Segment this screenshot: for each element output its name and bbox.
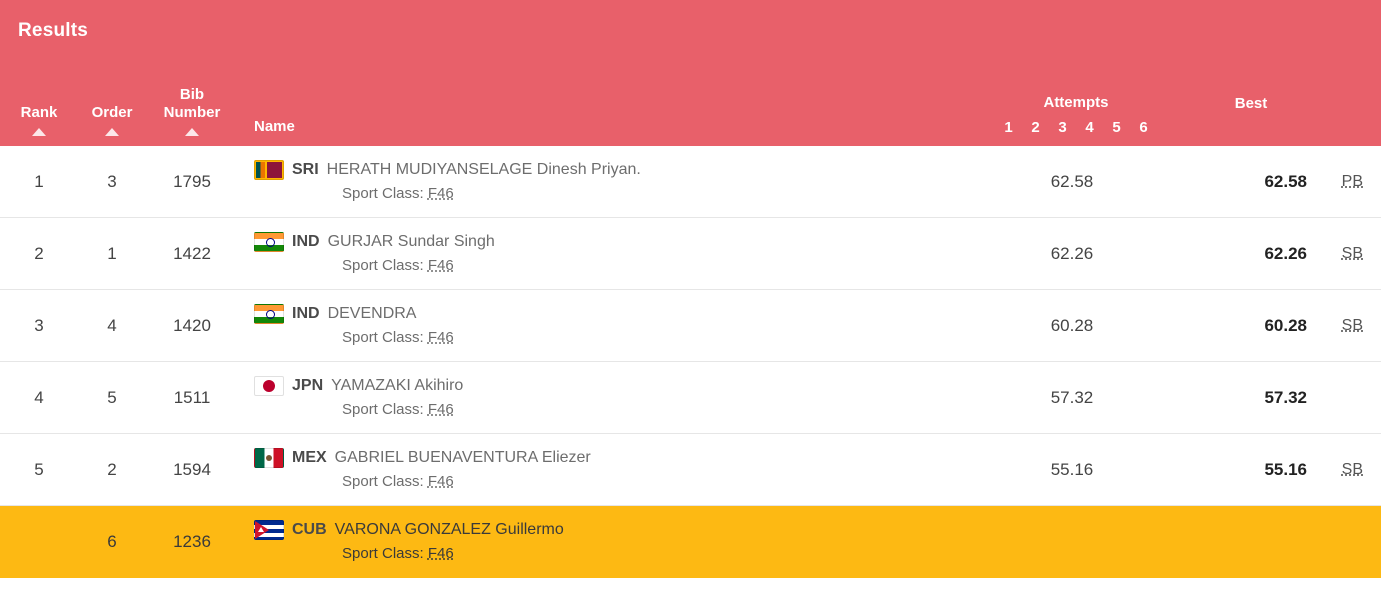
cell-attempts (957, 460, 1187, 480)
cell-attempts (957, 388, 1187, 408)
cell-best (1187, 172, 1311, 192)
noc-code: JPN (292, 376, 324, 394)
best-value: 60.28 (1264, 315, 1307, 335)
cell-bib-number: 1420 (173, 315, 211, 335)
india-flag (254, 232, 284, 252)
column-header-bib-line2: Number (163, 104, 221, 121)
athlete-name[interactable]: GABRIEL BUENAVENTURA Eliezer (334, 448, 591, 466)
column-header-rank-label: Rank (20, 104, 58, 121)
best-value: 55.16 (1264, 459, 1307, 479)
column-header-order[interactable] (78, 104, 146, 146)
attempt-number-2[interactable]: 2 (1031, 119, 1040, 136)
cuba-flag (254, 520, 284, 540)
table-row[interactable] (0, 506, 1381, 578)
sport-class-label: Sport Class: (342, 328, 424, 346)
attempt-1-value: 55.16 (1050, 459, 1094, 479)
record-badge[interactable]: SB (1341, 244, 1363, 262)
cell-rank: 5 (34, 459, 44, 479)
column-header-attempts (961, 94, 1191, 146)
best-value: 62.58 (1264, 171, 1307, 191)
athlete-name[interactable]: GURJAR Sundar Singh (327, 232, 495, 250)
athlete-name[interactable]: VARONA GONZALEZ Guillermo (334, 520, 564, 538)
table-row[interactable] (0, 362, 1381, 434)
sport-class-label: Sport Class: (342, 400, 424, 418)
table-row[interactable] (0, 290, 1381, 362)
athlete-name[interactable]: HERATH MUDIYANSELAGE Dinesh Priyan. (326, 160, 641, 178)
sport-class-line (254, 327, 957, 349)
record-badge[interactable]: SB (1341, 316, 1363, 334)
column-header-bib-number[interactable] (146, 86, 238, 146)
sport-class-value[interactable]: F46 (427, 184, 454, 202)
cell-name (238, 447, 957, 493)
cell-attempts (957, 316, 1187, 336)
noc-code: IND (292, 232, 320, 250)
sport-class-value[interactable]: F46 (427, 472, 454, 490)
noc-code: MEX (292, 448, 327, 466)
sort-ascending-icon[interactable] (32, 128, 46, 136)
column-header-bib-line1: Bib (179, 86, 205, 103)
column-header-record (1311, 136, 1363, 146)
table-row[interactable] (0, 434, 1381, 506)
attempt-number-3[interactable]: 3 (1058, 119, 1067, 136)
column-header-best-label: Best (1234, 95, 1268, 112)
athlete-line (254, 447, 957, 469)
cell-order: 5 (107, 387, 117, 407)
athlete-name[interactable]: YAMAZAKI Akihiro (331, 376, 464, 394)
column-header-attempts-label: Attempts (1043, 94, 1109, 111)
cell-best (1187, 244, 1311, 264)
column-header-rank[interactable] (0, 104, 78, 146)
cell-order: 2 (107, 459, 117, 479)
attempt-1-value: 57.32 (1050, 387, 1094, 407)
sport-class-line (254, 543, 957, 565)
best-value: 57.32 (1264, 387, 1307, 407)
cell-bib-number: 1795 (173, 171, 211, 191)
athlete-line (254, 303, 957, 325)
athlete-line (254, 519, 957, 541)
results-rows (0, 146, 1381, 578)
cell-name (238, 303, 957, 349)
cell-bib-number: 1236 (173, 531, 211, 551)
india-flag (254, 304, 284, 324)
sport-class-value[interactable]: F46 (427, 400, 454, 418)
table-row[interactable] (0, 146, 1381, 218)
cell-attempts (957, 244, 1187, 264)
japan-flag (254, 376, 284, 396)
cell-name (238, 375, 957, 421)
sort-ascending-icon[interactable] (105, 128, 119, 136)
athlete-line (254, 231, 957, 253)
cell-bib-number: 1511 (173, 387, 211, 407)
sport-class-value[interactable]: F46 (427, 328, 454, 346)
noc-code: SRI (292, 160, 319, 178)
sport-class-label: Sport Class: (342, 256, 424, 274)
sport-class-label: Sport Class: (342, 184, 424, 202)
cell-best (1187, 316, 1311, 336)
cell-order: 1 (107, 243, 117, 263)
record-badge[interactable]: SB (1341, 460, 1363, 478)
column-header-name-label: Name (254, 118, 295, 135)
mexico-flag (254, 448, 284, 468)
attempt-number-6[interactable]: 6 (1139, 119, 1148, 136)
cell-rank: 4 (34, 387, 44, 407)
sort-ascending-icon[interactable] (185, 128, 199, 136)
cell-rank: 2 (34, 243, 44, 263)
attempt-number-4[interactable]: 4 (1085, 119, 1094, 136)
sport-class-label: Sport Class: (342, 472, 424, 490)
noc-code: IND (292, 304, 320, 322)
cell-best (1187, 388, 1311, 408)
sport-class-line (254, 183, 957, 205)
cell-order: 3 (107, 171, 117, 191)
record-badge[interactable]: PB (1341, 172, 1363, 190)
athlete-line (254, 159, 957, 181)
cell-name (238, 231, 957, 277)
sport-class-line (254, 399, 957, 421)
cell-best (1187, 460, 1311, 480)
column-header-name[interactable] (238, 118, 961, 146)
noc-code: CUB (292, 520, 327, 538)
cell-bib-number: 1422 (173, 243, 211, 263)
attempt-1-value: 62.26 (1050, 243, 1094, 263)
athlete-line (254, 375, 957, 397)
sport-class-label: Sport Class: (342, 544, 424, 562)
cell-attempts (957, 172, 1187, 192)
sport-class-value[interactable]: F46 (427, 256, 454, 274)
results-header (0, 0, 1381, 146)
page-title: Results (18, 20, 89, 41)
cell-rank: 1 (34, 171, 44, 191)
attempt-number-1[interactable]: 1 (1004, 119, 1013, 136)
cell-order: 6 (107, 531, 117, 551)
attempt-1-value: 62.58 (1050, 171, 1094, 191)
athlete-name[interactable]: DEVENDRA (327, 304, 417, 322)
sport-class-line (254, 255, 957, 277)
cell-record (1311, 245, 1363, 263)
cell-name (238, 519, 957, 565)
attempt-number-5[interactable]: 5 (1112, 119, 1121, 136)
sri-lanka-flag (254, 160, 284, 180)
attempt-number-list (961, 119, 1191, 136)
cell-record (1311, 317, 1363, 335)
sport-class-value[interactable]: F46 (427, 544, 454, 562)
table-header-row (0, 54, 1381, 146)
cell-record (1311, 173, 1363, 191)
table-row[interactable] (0, 218, 1381, 290)
cell-bib-number: 1594 (173, 459, 211, 479)
attempt-1-value: 60.28 (1050, 315, 1094, 335)
best-value: 62.26 (1264, 243, 1307, 263)
cell-order: 4 (107, 315, 117, 335)
column-header-best (1191, 95, 1311, 146)
column-header-order-label: Order (91, 104, 133, 121)
cell-record (1311, 461, 1363, 479)
cell-name (238, 159, 957, 205)
cell-rank: 3 (34, 315, 44, 335)
sport-class-line (254, 471, 957, 493)
